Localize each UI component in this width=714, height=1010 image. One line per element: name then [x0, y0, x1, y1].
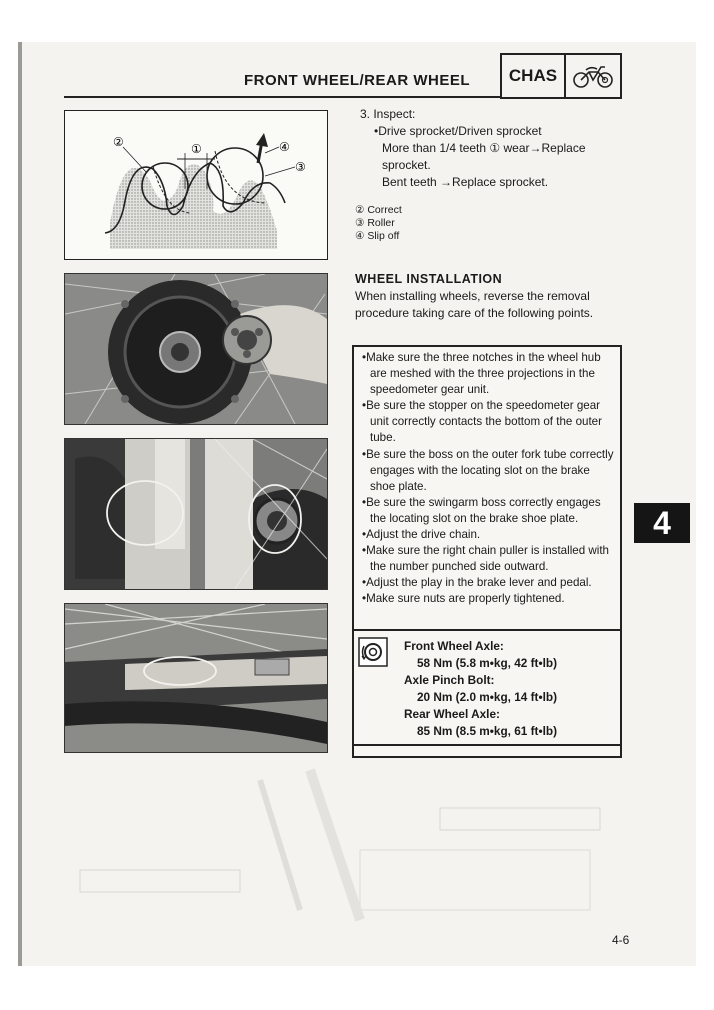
front-axle-label: Front Wheel Axle: — [404, 639, 504, 653]
legend-item: ④ Slip off — [355, 230, 400, 242]
photo-brake-plate — [64, 438, 328, 590]
note-item: • Make sure the right chain puller is installed with the number punched side outward. — [360, 543, 616, 575]
inspect-item: •Drive sprocket/Driven sprocket — [374, 124, 542, 138]
notes-list — [360, 350, 616, 608]
motorcycle-icon — [566, 55, 620, 97]
page-number: 4-6 — [612, 933, 630, 947]
pinch-bolt-value: 20 Nm (2.0 m•kg, 14 ft•lb) — [417, 690, 558, 704]
note-item: • Adjust the play in the brake lever and pedal. — [360, 575, 616, 591]
torque-spec-box — [354, 629, 620, 746]
note-item: • Adjust the drive chain. — [360, 527, 616, 543]
section-intro: When installing wheels, reverse the removal procedure taking care of the following points. — [355, 289, 594, 320]
photo-swingarm — [64, 603, 328, 753]
rear-axle-label: Rear Wheel Axle: — [404, 707, 500, 721]
legend-item: ② Correct — [355, 204, 402, 216]
inspect-section — [360, 106, 622, 191]
diagram-legend — [355, 204, 402, 243]
callout-2: ② — [113, 135, 124, 149]
note-item: • Make sure nuts are properly tightened. — [360, 591, 616, 607]
section-label: CHAS — [502, 55, 566, 97]
page-title: FRONT WHEEL/REAR WHEEL — [244, 72, 470, 89]
pinch-bolt-label: Axle Pinch Bolt: — [404, 673, 495, 687]
chapter-tab: 4 — [634, 503, 690, 543]
inspect-step: 3. Inspect: — [360, 107, 416, 121]
legend-item: ③ Roller — [355, 217, 395, 229]
torque-wrench-icon — [358, 637, 388, 667]
sprocket-diagram — [64, 110, 328, 260]
inspect-line-2: sprocket. — [382, 158, 431, 172]
torque-values — [404, 638, 557, 740]
note-item: • Be sure the boss on the outer fork tube correctly engages with the locating slot on the brake shoe plate. — [360, 447, 616, 495]
inspect-line-1: More than 1/4 teeth ① wear→Replace — [382, 141, 586, 155]
callout-4: ④ — [279, 140, 290, 154]
notes-box — [352, 345, 622, 758]
section-heading: WHEEL INSTALLATION — [355, 272, 503, 286]
note-item: • Be sure the stopper on the speedometer gear unit correctly contacts the bottom of the outer tube. — [360, 398, 616, 446]
callout-3: ③ — [295, 160, 306, 174]
section-badge — [500, 53, 622, 99]
rear-axle-value: 85 Nm (8.5 m•kg, 61 ft•lb) — [417, 724, 558, 738]
note-item: • Make sure the three notches in the wheel hub are meshed with the three projections in the speedometer gear unit. — [360, 350, 616, 398]
bleed-through — [60, 760, 620, 930]
photo-wheel-hub — [64, 273, 328, 425]
inspect-line-3: Bent teeth →Replace sprocket. — [382, 175, 549, 189]
callout-1: ① — [191, 142, 202, 156]
front-axle-value: 58 Nm (5.8 m•kg, 42 ft•lb) — [417, 656, 558, 670]
note-item: • Be sure the swingarm boss correctly engages the locating slot on the brake shoe plate. — [360, 495, 616, 527]
header-rule — [64, 96, 502, 98]
